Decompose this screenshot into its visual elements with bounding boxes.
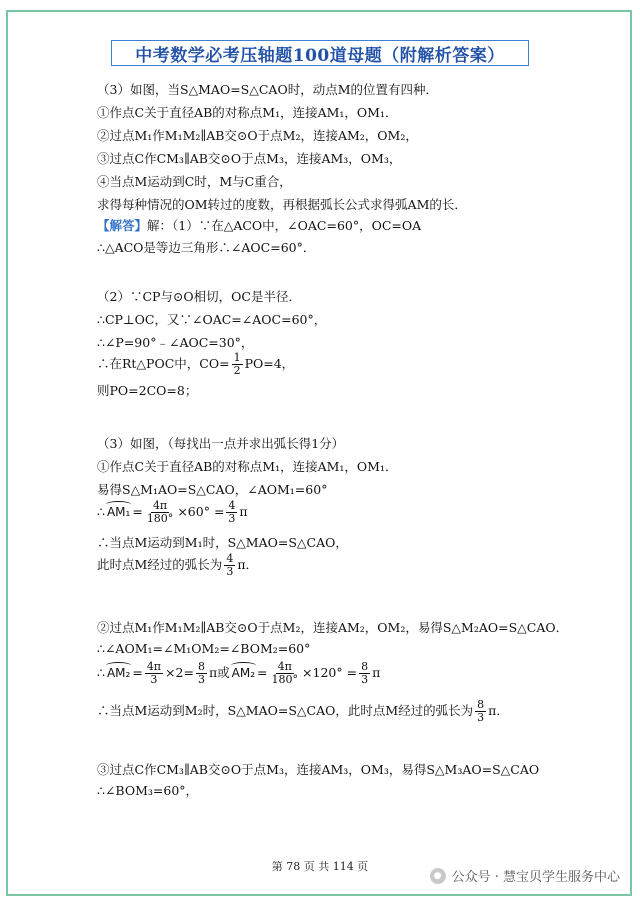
arc-notation: AM₂ (107, 662, 130, 681)
text-line (97, 661, 380, 686)
text-line (97, 218, 421, 234)
fraction-denominator: 3 (226, 565, 234, 578)
fraction-denominator: 180° (146, 512, 174, 525)
text-line: ①作点C关于直径AB的对称点M₁，连接AM₁，OM₁． (97, 105, 398, 120)
watermark-text: 公众号 · 慧宝贝学生服务中心 (451, 870, 620, 885)
text-span: = (132, 665, 143, 680)
text-span: π． (237, 557, 259, 572)
fraction-numerator: 1 (233, 351, 241, 364)
text-line: 求得每种情况的OM转过的度数，再根据弧长公式求得弧AM的长． (97, 197, 467, 212)
text-line: ∴∠BOM₃=60°， (97, 783, 199, 798)
fraction-numerator: 8 (477, 698, 485, 711)
fraction-numerator: 4 (226, 552, 234, 565)
text-span: ×2= (165, 665, 194, 680)
fraction-denominator: 180° (271, 673, 299, 686)
text-span: π (372, 665, 381, 680)
text-span: = (257, 665, 268, 680)
fraction (226, 500, 237, 525)
text-span: π (239, 504, 248, 519)
text-line: ④当点M运动到C时，M与C重合， (97, 174, 292, 189)
text-span: 解：（1）∵在△ACO中，∠OAC=60°，OC=OA (147, 218, 422, 233)
text-line: ∴当点M运动到M₁时，S△MAO=S△CAO， (97, 535, 348, 550)
text-span: = (346, 665, 358, 680)
fraction-numerator: 8 (361, 660, 369, 673)
fraction-denominator: 2 (233, 364, 241, 377)
text-span: π． (488, 703, 509, 718)
arc-notation: AM₁ (107, 501, 130, 520)
text-line: ∴CP⊥OC，又∵∠OAC=∠AOC=60°， (97, 312, 327, 327)
text-line (97, 553, 258, 578)
arc-notation: AM₂ (232, 662, 255, 681)
page-title: 中考数学必考压轴题100道母题（附解析答案） (135, 45, 505, 66)
text-span: π或 (208, 665, 230, 680)
answer-tag: 【解答】 (97, 218, 148, 233)
text-line: ∴△ACO是等边三角形∴∠AOC=60°． (97, 240, 316, 255)
fraction (145, 500, 176, 525)
text-line: ∴∠P=90°﹣∠AOC=30°， (97, 335, 254, 350)
fraction-numerator: 4 (228, 499, 236, 512)
fraction-numerator: 4π (146, 660, 162, 673)
text-line (97, 500, 248, 525)
fraction (145, 661, 163, 686)
text-line: ∴∠AOM₁=∠M₁OM₂=∠BOM₂=60° (97, 641, 311, 656)
text-line: ②过点M₁作M₁M₂∥AB交⊙O于点M₂，连接AM₂，OM₂， (97, 128, 418, 143)
text-line: ③过点C作CM₃∥AB交⊙O于点M₃，连接AM₃，OM₃， (97, 151, 402, 166)
fraction-numerator: 4π (277, 660, 292, 673)
fraction (270, 661, 301, 686)
text-line: ①作点C关于直径AB的对称点M₁，连接AM₁，OM₁． (97, 459, 398, 474)
text-span: 此时点M经过的弧长为 (97, 557, 223, 572)
text-span: ∴在Rt△POC中，CO= (97, 356, 230, 371)
text-span: ∴ (97, 504, 105, 519)
text-span: PO=4， (244, 356, 295, 371)
text-span: ×60° (177, 504, 210, 519)
fraction (359, 661, 370, 686)
text-line: 易得S△M₁AO=S△CAO，∠AOM₁=60° (97, 482, 328, 497)
fraction (224, 553, 235, 578)
text-span: = (213, 504, 225, 519)
fraction-numerator: 4π (152, 499, 168, 512)
fraction-denominator: 3 (197, 673, 205, 686)
fraction-denominator: 3 (361, 673, 369, 686)
fraction (475, 699, 486, 724)
fraction-denominator: 3 (477, 711, 485, 724)
fraction-denominator: 3 (228, 512, 236, 525)
fraction (196, 661, 207, 686)
text-line: （2）∵CP与⊙O相切，OC是半径． (97, 289, 301, 304)
text-line: 则PO=2CO=8； (97, 383, 198, 398)
text-line: （3）如图，当S△MAO=S△CAO时，动点M的位置有四种． (97, 82, 438, 97)
text-span: ∴ (97, 665, 105, 680)
text-line (97, 352, 294, 377)
text-span: = (132, 504, 143, 519)
text-line: ②过点M₁作M₁M₂∥AB交⊙O于点M₂，连接AM₂，OM₂，易得S△M₂AO=S△CAO． (97, 620, 569, 635)
fraction-denominator: 3 (150, 673, 158, 686)
page-number: 第 78 页 共 114 页 (271, 860, 369, 873)
wechat-icon: ● (430, 868, 446, 884)
watermark (430, 866, 620, 885)
text-line: ③过点C作CM₃∥AB交⊙O于点M₃，连接AM₃，OM₃，易得S△M₃AO=S△CAO (97, 762, 540, 777)
text-span: ∴当点M运动到M₂时，S△MAO=S△CAO，此时点M经过的弧长为 (97, 703, 474, 718)
fraction-numerator: 8 (197, 660, 205, 673)
text-line (97, 699, 509, 724)
title-box (111, 40, 529, 66)
text-line: （3）如图，（每找出一点并求出弧长得1分） (97, 436, 345, 451)
fraction (232, 352, 243, 377)
text-span: ×120° (302, 665, 343, 680)
